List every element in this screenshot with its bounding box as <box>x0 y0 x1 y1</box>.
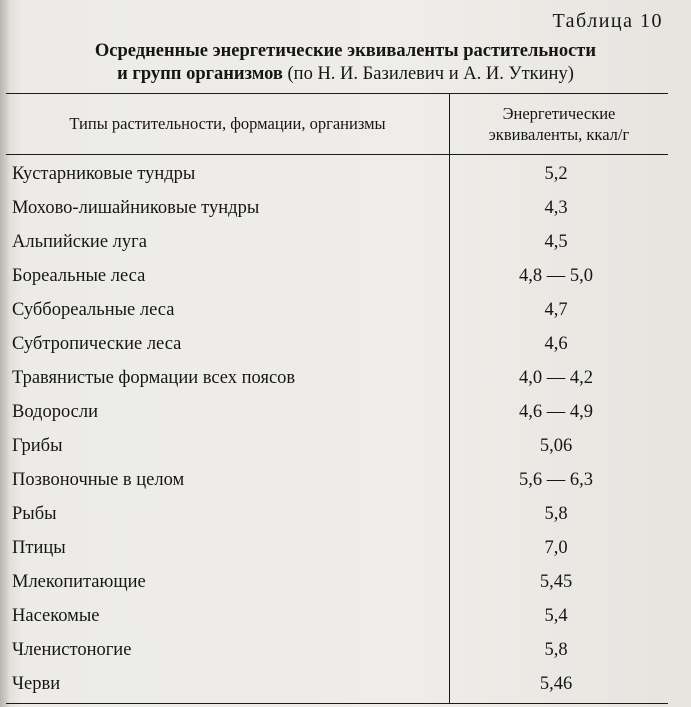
row-value: 4,8 — 5,0 <box>519 266 593 286</box>
header-equivalents <box>450 94 668 154</box>
row-value: 7,0 <box>544 538 568 558</box>
row-name: Насекомые <box>12 606 100 626</box>
table-header <box>6 94 668 155</box>
row-name: Рыбы <box>12 504 57 524</box>
row-value: 5,8 <box>544 504 568 524</box>
row-name: Позвоночные в целом <box>12 470 185 490</box>
row-name: Субтропические леса <box>12 334 182 354</box>
row-value: 4,5 <box>544 232 568 252</box>
row-value: 5,06 <box>539 436 573 456</box>
row-name: Птицы <box>12 538 66 558</box>
row-name: Кустарниковые тундры <box>12 164 196 184</box>
row-value: 5,6 — 6,3 <box>519 470 593 490</box>
table-body <box>6 155 668 703</box>
row-value: 4,6 <box>544 334 568 354</box>
names-column <box>6 155 450 703</box>
title-source: (по Н. И. Базилевич и А. И. Уткину) <box>287 64 574 84</box>
row-value: 5,8 <box>544 640 568 660</box>
row-value: 4,0 — 4,2 <box>519 368 593 388</box>
header-equivalents-line-2: эквиваленты, ккал/г <box>488 125 630 144</box>
row-name: Бореальные леса <box>12 266 146 286</box>
title-line-1: Осредненные энергетические эквиваленты растительности <box>94 41 597 61</box>
row-name: Суббореальные леса <box>12 300 175 320</box>
row-value: 4,6 — 4,9 <box>519 402 593 422</box>
row-name: Травянистые формации всех поясов <box>12 368 296 388</box>
row-value: 5,4 <box>544 606 568 626</box>
header-equivalents-line-1: Энергетические <box>502 104 616 123</box>
title-line-2: и групп организмов <box>117 64 283 84</box>
header-types: Типы растительности, формации, организмы <box>6 94 450 154</box>
row-name: Млекопитающие <box>12 572 146 592</box>
table-title <box>0 40 691 86</box>
row-value: 4,3 <box>544 198 568 218</box>
row-name: Мохово-лишайниковые тундры <box>12 198 260 218</box>
values-column <box>450 155 668 703</box>
row-name: Грибы <box>12 436 63 456</box>
row-value: 4,7 <box>544 300 568 320</box>
row-value: 5,45 <box>539 572 573 592</box>
row-name: Альпийские луга <box>12 232 147 252</box>
row-name: Водоросли <box>12 402 99 422</box>
table-number: Таблица 10 <box>552 10 663 32</box>
row-name: Членистоногие <box>12 640 132 660</box>
energy-equivalents-table <box>6 93 668 704</box>
row-name: Черви <box>12 674 61 694</box>
row-value: 5,46 <box>539 674 573 694</box>
row-value: 5,2 <box>544 164 568 184</box>
